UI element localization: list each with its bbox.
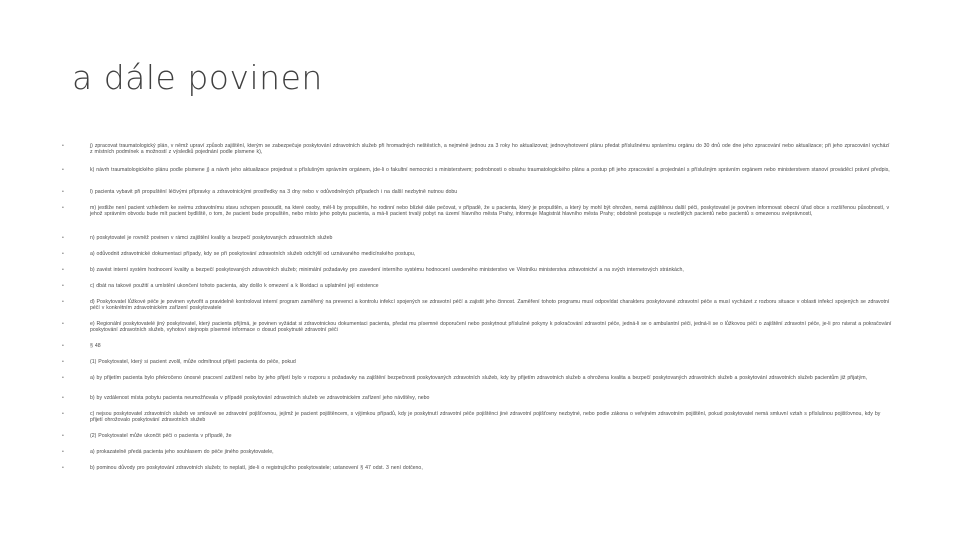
list-item — [62, 299, 892, 312]
list-item — [62, 143, 892, 156]
list-item-text: c) nejsou poskytovatel zdravotních služeb ve smlouvě se zdravotní pojišťovnou, jejímž je pacient pojištěncem, s výjimkou případů, kdy je poskytnutí zdravotní péče pojištěnci jiné zdravotní pojišťovny nezbytné, nebo podle zákona o veřejném zdravotním pojištění, pokud poskytovatel nemá smluvní vztah s příslušnou pojišťovnou, kdy by přijetí ohrožovalo poskytování zdravotních služeb — [90, 411, 881, 424]
bullet-marker: • — [62, 411, 64, 417]
bullet-marker: • — [62, 189, 64, 195]
list-item — [62, 395, 892, 401]
list-item — [62, 411, 892, 424]
bullet-marker: • — [62, 251, 64, 257]
list-item — [62, 359, 892, 365]
list-item-text: n) poskytovatel je rovněž povinen v rámci zajištění kvality a bezpečí poskytovaných zdravotních služeb — [90, 235, 333, 241]
list-item — [62, 433, 892, 439]
list-item — [62, 465, 892, 471]
list-item-text: b) pominou důvody pro poskytování zdravotních služeb; to neplatí, jde-li o registrujícího poskytovatele; ustanovení § 47 odst. 3 není dotčeno, — [90, 465, 423, 471]
bullet-marker: • — [62, 359, 64, 365]
list-item — [62, 189, 892, 195]
list-item-text: e) Regionální poskytovatelé jiný poskytovatel, který pacienta přijímá, je povinen vyžádat si zdravotnickou dokumentaci pacienta, předat mu písemné doporučení nebo poskytnout příslušné pokyny k pokračování zdravotní péče, jedná-li se o ambulantní péči, jedná-li se o lůžkovou péči o zajištění zdravotní péče, je-li pro návrat a pokračování poskytování zdravotních služeb, vyhotoví stejnopis písemné informace o dosud poskytnuté zdravotní péči — [90, 321, 892, 334]
list-item — [62, 283, 892, 289]
list-item — [62, 235, 892, 241]
bullet-marker: • — [62, 395, 64, 401]
list-item — [62, 343, 892, 349]
list-item — [62, 167, 892, 173]
list-item-text: j) zpracovat traumatologický plán, v němž upraví způsob zajištění, kterým se zabezpečuje poskytování zdravotních služeb při hromadných neštěstích, a nejméně jednou za 3 roky ho aktualizovat; jednovyhotovení plánu předat příslušnému správnímu orgánu do 30 dnů ode dne jeho zpracování nebo aktualizace; při jeho zpracování vychází z místních podmínek a možností z výsledků pojednání podle písmene k), — [90, 143, 890, 156]
list-item — [62, 375, 892, 381]
list-item-text: d) Poskytovatel lůžkové péče je povinen vytvořit a pravidelně kontrolovat interní program zaměřený na prevenci a kontrolu infekcí spojených se zdravotní péčí a zajistit jeho činnost. Zaměření tohoto programu musí odpovídat charakteru poskytované zdravotní péče a musí vycházet z rozboru situace v oblasti infekcí spojených se zdravotní péčí v konkrétním zdravotnickém zařízení poskytovatele — [90, 299, 890, 312]
bullet-marker: • — [62, 321, 64, 327]
bullet-marker: • — [62, 299, 64, 305]
list-item-text: (1) Poskytovatel, který si pacient zvolil, může odmítnout přijetí pacienta do péče, pokud — [90, 359, 296, 365]
list-item-text: b) by vzdálenost místa pobytu pacienta neumožňovala v případě poskytování zdravotních služeb ve zdravotnickém zařízení jeho návštěvy, nebo — [90, 395, 430, 401]
list-item-text: c) dbát na takové použití a umístění ukončení tohoto pacienta, aby došlo k omezení a k likvidaci a uplatnění její existence — [90, 283, 379, 289]
list-item-text: § 48 — [90, 343, 101, 349]
list-item — [62, 321, 892, 334]
bullet-marker: • — [62, 375, 64, 381]
list-item-text: l) pacienta vybavit při propuštění léčivými přípravky a zdravotnickými prostředky na 3 dny nebo v odůvodněných případech i na další nezbytně nutnou dobu — [90, 189, 458, 195]
bullet-marker: • — [62, 267, 64, 273]
bullet-marker: • — [62, 465, 64, 471]
list-item-text: a) by přijetím pacienta bylo překročeno únosné pracovní zatížení nebo by jeho přijetí bylo v rozporu s požadavky na zajištění bezpečnosti poskytovaných zdravotních služeb, kdy by přijetím zdravotních služeb a ohrožena kvalita a bezpečí poskytovaných zdravotních služeb a poskytování zdravotních služeb pacientům již přijatým, — [90, 375, 867, 381]
bullet-marker: • — [62, 283, 64, 289]
bullet-marker: • — [62, 205, 64, 211]
bullet-marker: • — [62, 143, 64, 149]
list-item-text: a) odůvodnit zdravotnické dokumentaci případy, kdy se při poskytování zdravotních služeb odchýlil od uznávaného medicínského postupu, — [90, 251, 416, 257]
bullet-marker: • — [62, 449, 64, 455]
list-item — [62, 449, 892, 455]
bullet-marker: • — [62, 235, 64, 241]
list-item — [62, 267, 892, 273]
slide-title: a dále povinen — [72, 58, 323, 97]
list-item-text: (2) Poskytovatel může ukončit péči o pacienta v případě, že — [90, 433, 232, 439]
list-item-text: a) prokazatelně předá pacienta jeho souhlasem do péče jiného poskytovatele, — [90, 449, 274, 455]
bullet-marker: • — [62, 433, 64, 439]
bullet-marker: • — [62, 167, 64, 173]
bullet-marker: • — [62, 343, 64, 349]
list-item — [62, 205, 892, 218]
list-item-text: k) návrh traumatologického plánu podle písmene j) a návrh jeho aktualizace projednat s příslušným správním orgánem, jde-li o fakultní nemocnici s ministerstvem; podrobnosti o obsahu traumatologického plánu a postup při jeho zpracování a projednání s příslušným správním orgánem nebo ministerstvem stanoví prováděcí právní předpis, — [90, 167, 890, 173]
list-item — [62, 251, 892, 257]
list-item-text: b) zavést interní systém hodnocení kvality a bezpečí poskytovaných zdravotních služeb; minimální požadavky pro zavedení interního systému hodnocení uvedeného ministerstvo ve Věstníku ministerstva zdravotnictví a na svých internetových stránkách, — [90, 267, 684, 273]
list-item-text: m) jestliže není pacient vzhledem ke svému zdravotnímu stavu schopen posoudit, na které osoby, měl-li by propuštěn, ho rodinní nebo blízké dále pečovat, v případě, že u pacienta, který je propuštěn, a který by mohl být ohrožen, nemá zajištěnou další péči, poskytovatel je povinen informovat obecní úřad obce s rozšířenou působností, v jehož správním obvodu bude mít pacient bydliště, o tom, že pacient bude propuštěn, nebo místo jeho pobytu pacienta, a má-li pacient trvalý pobyt na území hlavního města Prahy, informuje Magistrát hlavního města Prahy; obdobně postupuje u nezletilých pacientů nebo pacientů s omezenou svéprávností, — [90, 205, 890, 218]
